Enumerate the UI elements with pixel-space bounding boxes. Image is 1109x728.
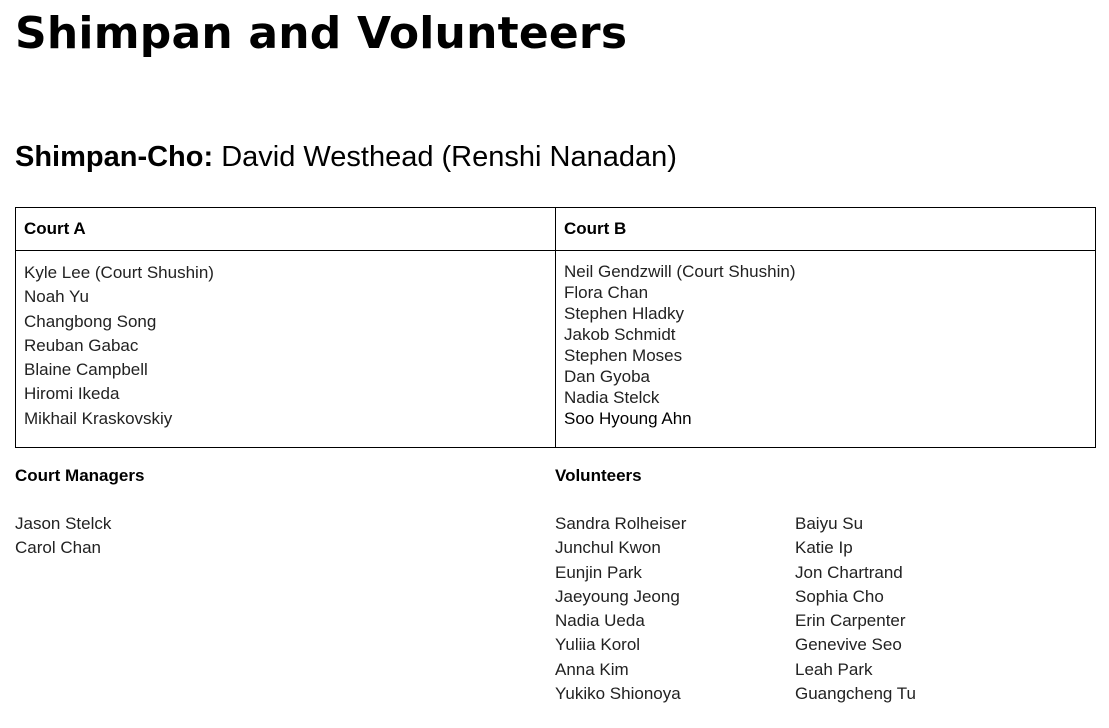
volunteer-item: Genevive Seo [795, 635, 902, 655]
volunteer-item: Jaeyoung Jeong [555, 586, 680, 606]
court-a-member: Mikhail Kraskovskiy [24, 408, 173, 428]
court-b-member: Stephen Hladky [564, 304, 685, 323]
court-managers-list [15, 512, 111, 561]
volunteer-item: Eunjin Park [555, 562, 642, 582]
court-managers-heading: Court Managers [15, 466, 145, 485]
volunteer-item: Sophia Cho [795, 586, 884, 606]
court-a-member: Kyle Lee (Court Shushin) [24, 263, 214, 282]
volunteer-item: Nadia Ueda [555, 611, 645, 631]
court-a-cell [16, 251, 556, 448]
court-manager-item: Carol Chan [15, 538, 101, 558]
courts-table [15, 207, 1096, 448]
volunteer-item: Guangcheng Tu [795, 684, 916, 704]
court-b-list [564, 261, 1087, 429]
court-manager-item: Jason Stelck [15, 514, 112, 533]
court-b-cell [556, 251, 1096, 448]
volunteer-item: Sandra Rolheiser [555, 514, 687, 533]
volunteer-item: Jon Chartrand [795, 562, 903, 582]
court-a-member: Reuban Gabac [24, 335, 139, 355]
court-a-member: Changbong Song [24, 311, 157, 331]
volunteer-item: Katie Ip [795, 538, 853, 558]
volunteer-item: Leah Park [795, 659, 873, 679]
court-b-member: Soo Hyoung Ahn [564, 409, 692, 428]
court-b-member: Flora Chan [564, 283, 649, 302]
volunteer-item: Yukiko Shionoya [555, 684, 681, 704]
court-b-member: Stephen Moses [564, 346, 683, 365]
court-b-member: Jakob Schmidt [564, 325, 676, 344]
page-title: Shimpan and Volunteers [15, 8, 628, 59]
volunteers-heading: Volunteers [555, 466, 642, 485]
court-b-header: Court B [556, 208, 1096, 251]
court-b-member: Dan Gyoba [564, 367, 650, 386]
volunteer-item: Yuliia Korol [555, 635, 641, 655]
head-judge-name: David Westhead (Renshi Nanadan) [221, 141, 677, 173]
volunteer-item: Erin Carpenter [795, 611, 906, 631]
courts-header-row [16, 208, 1096, 251]
volunteer-item: Anna Kim [555, 659, 629, 679]
court-a-list [24, 261, 547, 431]
courts-members-row [16, 251, 1096, 448]
volunteers-column-1 [555, 512, 686, 706]
court-a-member: Noah Yu [24, 287, 89, 307]
volunteers-column-2 [795, 512, 916, 706]
head-judge-line [15, 139, 677, 175]
court-a-header: Court A [16, 208, 556, 251]
court-b-member: Neil Gendzwill (Court Shushin) [564, 262, 796, 281]
volunteer-item: Baiyu Su [795, 514, 864, 533]
court-a-member: Hiromi Ikeda [24, 384, 120, 404]
volunteer-item: Junchul Kwon [555, 538, 661, 558]
court-b-member: Nadia Stelck [564, 388, 660, 407]
head-judge-label: Shimpan-Cho: [15, 141, 214, 173]
court-a-member: Blaine Campbell [24, 360, 148, 380]
